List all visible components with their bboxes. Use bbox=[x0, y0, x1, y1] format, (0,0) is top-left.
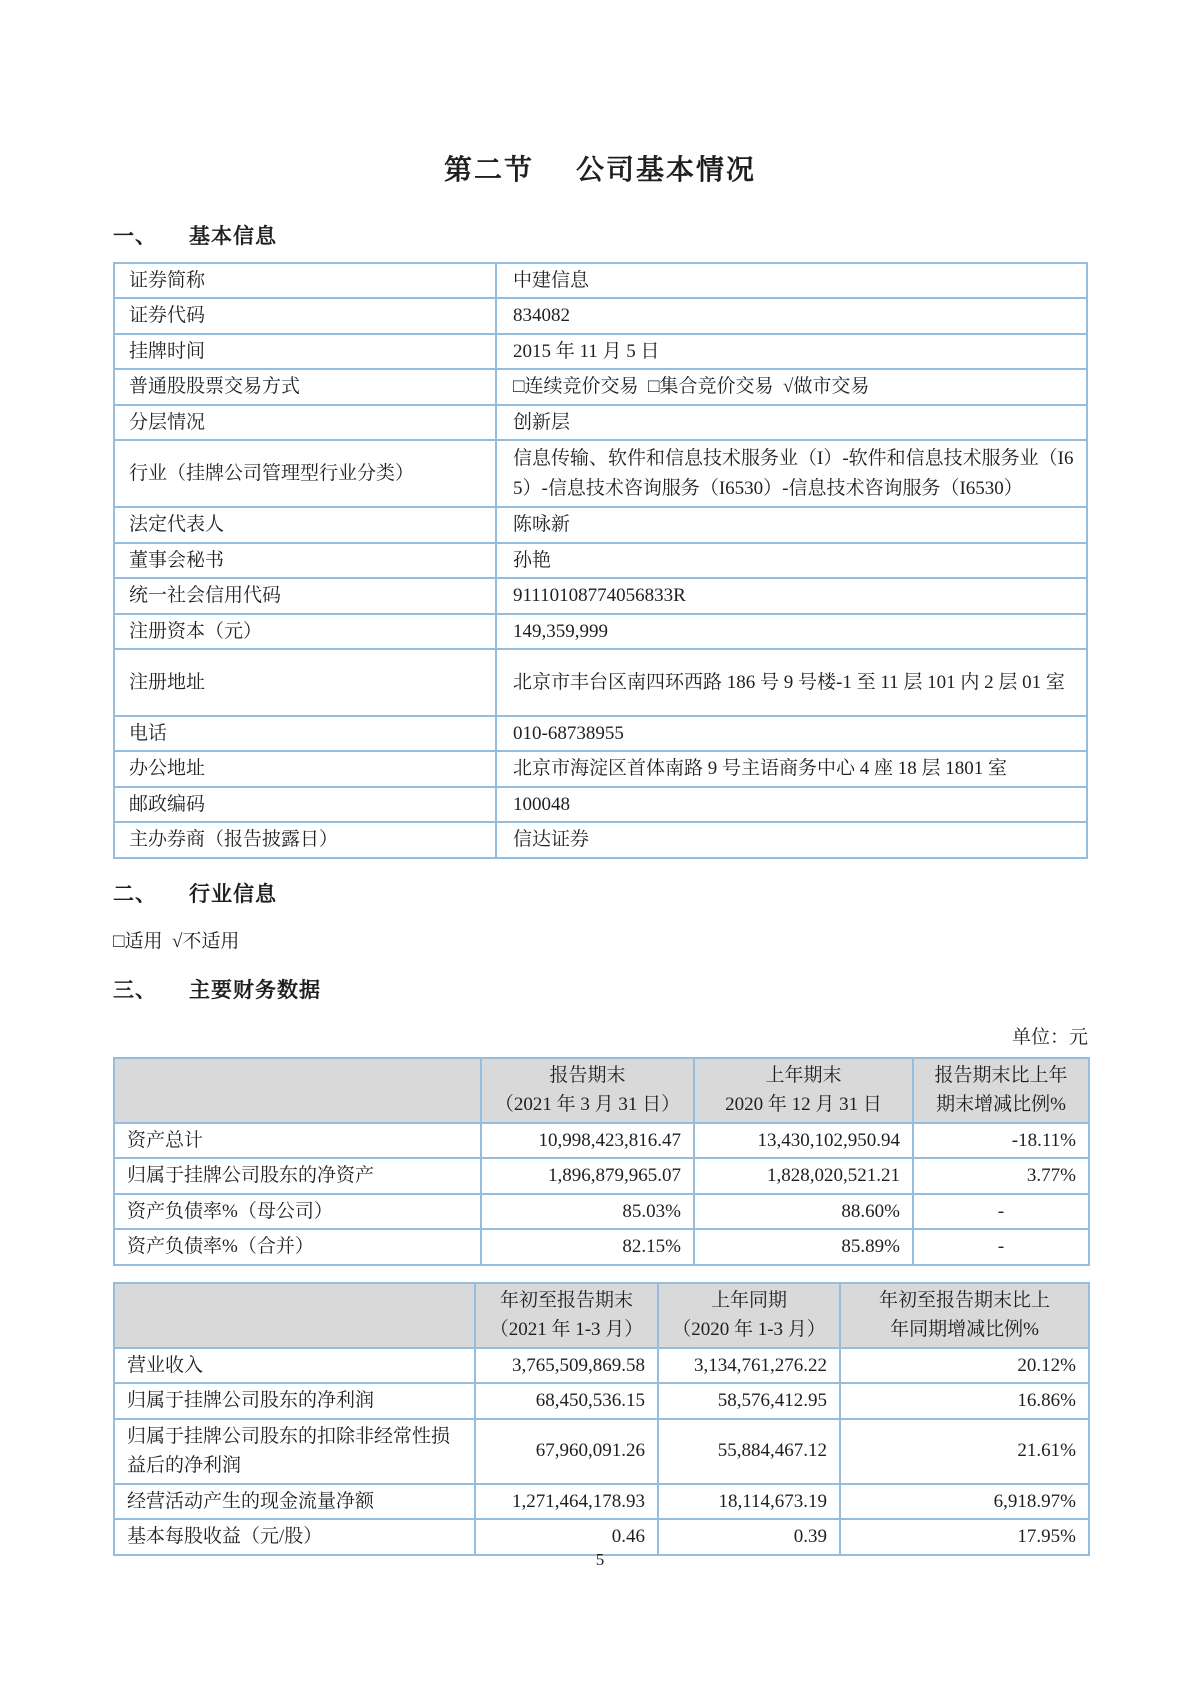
table-row bbox=[114, 716, 1087, 751]
row-label: 资产总计 bbox=[114, 1123, 481, 1158]
row-current-value: 82.15% bbox=[481, 1229, 694, 1264]
heading-industry-info-number: 二、 bbox=[113, 883, 157, 906]
table-row bbox=[114, 1194, 1089, 1229]
row-label: 注册资本（元） bbox=[114, 614, 496, 649]
heading-industry-info bbox=[113, 878, 277, 908]
table-row bbox=[114, 1484, 1089, 1519]
row-label: 普通股股票交易方式 bbox=[114, 369, 496, 404]
row-value: □连续竞价交易 □集合竞价交易 √做市交易 bbox=[496, 369, 1087, 404]
row-value: 中建信息 bbox=[496, 263, 1087, 298]
heading-financial-data bbox=[113, 974, 321, 1004]
row-value: 149,359,999 bbox=[496, 614, 1087, 649]
row-current-value: 1,271,464,178.93 bbox=[475, 1484, 658, 1519]
row-value: 北京市丰台区南四环西路 186 号 9 号楼-1 至 11 层 101 内 2 层 01 室 bbox=[496, 649, 1087, 716]
row-label: 归属于挂牌公司股东的净资产 bbox=[114, 1158, 481, 1193]
row-value: 信息传输、软件和信息技术服务业（I）-软件和信息技术服务业（I65）-信息技术咨询服务（I6530）-信息技术咨询服务（I6530） bbox=[496, 440, 1087, 507]
table-row bbox=[114, 440, 1087, 507]
row-value: 孙艳 bbox=[496, 543, 1087, 578]
row-value: 信达证券 bbox=[496, 822, 1087, 857]
header-line: 2020 年 12 月 31 日 bbox=[725, 1094, 882, 1116]
header-change-ratio bbox=[913, 1058, 1089, 1123]
table-row bbox=[114, 578, 1087, 613]
row-current-value: 67,960,091.26 bbox=[475, 1419, 658, 1484]
row-label: 主办券商（报告披露日） bbox=[114, 822, 496, 857]
row-value: 91110108774056833R bbox=[496, 578, 1087, 613]
row-label: 基本每股收益（元/股） bbox=[114, 1519, 475, 1554]
row-value: 北京市海淀区首体南路 9 号主语商务中心 4 座 18 层 1801 室 bbox=[496, 751, 1087, 786]
row-change-value: 3.77% bbox=[913, 1158, 1089, 1193]
table-row bbox=[114, 751, 1087, 786]
heading-basic-info-number: 一、 bbox=[113, 225, 157, 248]
row-value: 创新层 bbox=[496, 405, 1087, 440]
table-row bbox=[114, 298, 1087, 333]
page-title-section: 第二节 bbox=[443, 154, 534, 185]
table-row bbox=[114, 263, 1087, 298]
row-value: 010-68738955 bbox=[496, 716, 1087, 751]
row-current-value: 68,450,536.15 bbox=[475, 1383, 658, 1418]
table-row bbox=[114, 1229, 1089, 1264]
row-label: 董事会秘书 bbox=[114, 543, 496, 578]
row-label: 归属于挂牌公司股东的净利润 bbox=[114, 1383, 475, 1418]
row-current-value: 0.46 bbox=[475, 1519, 658, 1554]
header-line: 报告期末 bbox=[549, 1065, 626, 1086]
table-row bbox=[114, 1348, 1089, 1383]
table-row bbox=[114, 649, 1087, 716]
table-row bbox=[114, 334, 1087, 369]
row-current-value: 3,765,509,869.58 bbox=[475, 1348, 658, 1383]
table-header-row bbox=[114, 1283, 1089, 1348]
income-statement-summary-table bbox=[113, 1282, 1090, 1556]
heading-basic-info bbox=[113, 220, 277, 250]
heading-industry-info-label: 行业信息 bbox=[189, 883, 277, 906]
header-change-ratio bbox=[840, 1283, 1089, 1348]
heading-financial-data-label: 主要财务数据 bbox=[189, 979, 321, 1002]
row-value: 834082 bbox=[496, 298, 1087, 333]
row-label: 统一社会信用代码 bbox=[114, 578, 496, 613]
row-label: 证券代码 bbox=[114, 298, 496, 333]
row-label: 电话 bbox=[114, 716, 496, 751]
header-line: 年初至报告期末比上 bbox=[878, 1290, 1050, 1311]
row-current-value: 1,896,879,965.07 bbox=[481, 1158, 694, 1193]
header-line: （2021 年 3 月 31 日） bbox=[494, 1094, 681, 1116]
header-line: 上年同期 bbox=[710, 1290, 787, 1311]
row-prior-value: 55,884,467.12 bbox=[658, 1419, 840, 1484]
table-row bbox=[114, 787, 1087, 822]
row-change-value: 20.12% bbox=[840, 1348, 1089, 1383]
row-prior-value: 88.60% bbox=[694, 1194, 913, 1229]
row-label: 注册地址 bbox=[114, 649, 496, 716]
header-line: 报告期末比上年 bbox=[934, 1065, 1068, 1086]
row-prior-value: 85.89% bbox=[694, 1229, 913, 1264]
table-row bbox=[114, 1419, 1089, 1484]
row-label: 分层情况 bbox=[114, 405, 496, 440]
header-line: 年初至报告期末 bbox=[499, 1290, 633, 1311]
table-row bbox=[114, 822, 1087, 857]
table-row bbox=[114, 405, 1087, 440]
row-value: 2015 年 11 月 5 日 bbox=[496, 334, 1087, 369]
row-label: 资产负债率%（合并） bbox=[114, 1229, 481, 1264]
header-line: 期末增减比例% bbox=[936, 1094, 1066, 1116]
table-row bbox=[114, 614, 1087, 649]
row-value: 100048 bbox=[496, 787, 1087, 822]
header-current-period bbox=[475, 1283, 658, 1348]
table-row bbox=[114, 1123, 1089, 1158]
row-prior-value: 58,576,412.95 bbox=[658, 1383, 840, 1418]
row-label: 办公地址 bbox=[114, 751, 496, 786]
row-label: 挂牌时间 bbox=[114, 334, 496, 369]
row-label: 法定代表人 bbox=[114, 507, 496, 542]
row-label: 邮政编码 bbox=[114, 787, 496, 822]
row-change-value: 6,918.97% bbox=[840, 1484, 1089, 1519]
row-prior-value: 0.39 bbox=[658, 1519, 840, 1554]
row-label: 资产负债率%（母公司） bbox=[114, 1194, 481, 1229]
header-line: 上年期末 bbox=[765, 1065, 842, 1086]
row-change-value: 17.95% bbox=[840, 1519, 1089, 1554]
table-row bbox=[114, 507, 1087, 542]
row-prior-value: 18,114,673.19 bbox=[658, 1484, 840, 1519]
page-title bbox=[0, 148, 1200, 188]
row-current-value: 85.03% bbox=[481, 1194, 694, 1229]
row-change-value: - bbox=[913, 1194, 1089, 1229]
header-prior-period bbox=[658, 1283, 840, 1348]
industry-applicability-line: □适用 √不适用 bbox=[113, 931, 240, 952]
header-prior-period bbox=[694, 1058, 913, 1123]
heading-basic-info-label: 基本信息 bbox=[189, 225, 277, 248]
basic-info-table bbox=[113, 262, 1088, 859]
row-change-value: -18.11% bbox=[913, 1123, 1089, 1158]
row-prior-value: 1,828,020,521.21 bbox=[694, 1158, 913, 1193]
table-row bbox=[114, 369, 1087, 404]
row-change-value: - bbox=[913, 1229, 1089, 1264]
row-label: 归属于挂牌公司股东的扣除非经常性损益后的净利润 bbox=[114, 1419, 475, 1484]
row-label: 营业收入 bbox=[114, 1348, 475, 1383]
row-current-value: 10,998,423,816.47 bbox=[481, 1123, 694, 1158]
header-blank-cell bbox=[114, 1283, 475, 1348]
row-label: 经营活动产生的现金流量净额 bbox=[114, 1484, 475, 1519]
header-current-period bbox=[481, 1058, 694, 1123]
balance-sheet-summary-table bbox=[113, 1057, 1090, 1266]
heading-financial-data-number: 三、 bbox=[113, 979, 157, 1002]
table-row bbox=[114, 543, 1087, 578]
header-line: （2020 年 1-3 月） bbox=[672, 1319, 826, 1341]
row-prior-value: 3,134,761,276.22 bbox=[658, 1348, 840, 1383]
row-prior-value: 13,430,102,950.94 bbox=[694, 1123, 913, 1158]
header-line: 年同期增减比例% bbox=[890, 1319, 1039, 1341]
unit-note: 单位：元 bbox=[1011, 1027, 1088, 1048]
row-label: 证券简称 bbox=[114, 263, 496, 298]
header-blank-cell bbox=[114, 1058, 481, 1123]
row-label: 行业（挂牌公司管理型行业分类） bbox=[114, 440, 496, 507]
page-title-text: 公司基本情况 bbox=[576, 154, 757, 185]
row-change-value: 21.61% bbox=[840, 1419, 1089, 1484]
table-row bbox=[114, 1383, 1089, 1418]
row-value: 陈咏新 bbox=[496, 507, 1087, 542]
table-row bbox=[114, 1158, 1089, 1193]
row-change-value: 16.86% bbox=[840, 1383, 1089, 1418]
header-line: （2021 年 1-3 月） bbox=[489, 1319, 644, 1341]
page-number: 5 bbox=[595, 1550, 605, 1569]
table-header-row bbox=[114, 1058, 1089, 1123]
